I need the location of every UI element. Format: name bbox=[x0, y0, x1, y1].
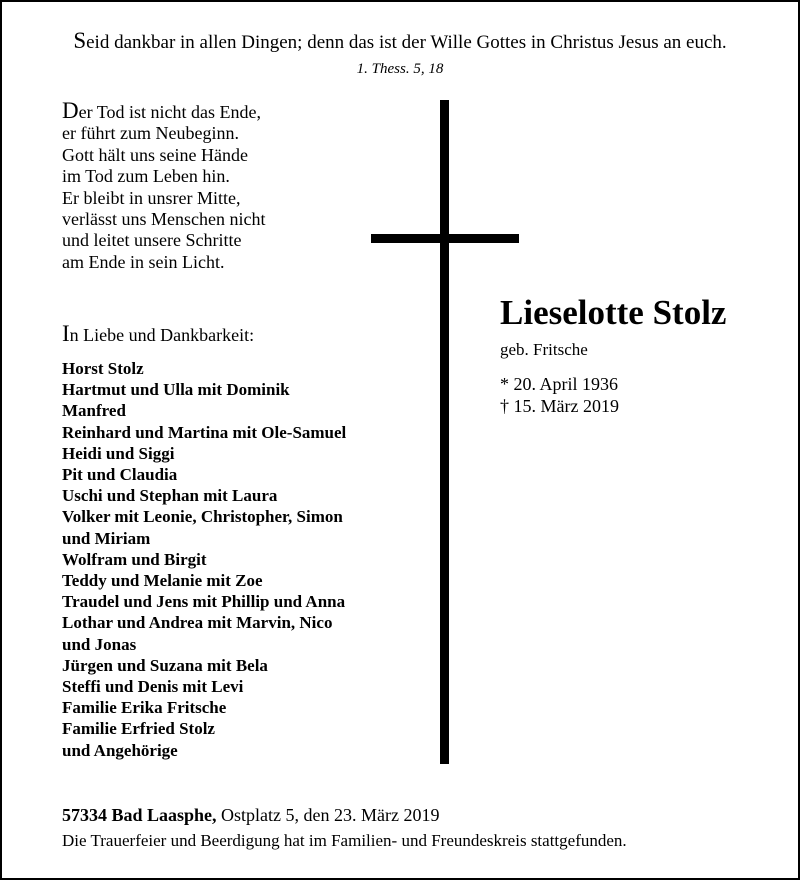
poem-line: Der Tod ist nicht das Ende, bbox=[62, 98, 261, 123]
address-line bbox=[62, 804, 440, 826]
poem-line: am Ende in sein Licht. bbox=[62, 251, 225, 272]
mourner-entry: Horst Stolz bbox=[62, 359, 144, 378]
life-dates bbox=[500, 373, 619, 417]
poem-line: und leitet unsere Schritte bbox=[62, 230, 242, 251]
mourner-entry: Teddy und Melanie mit Zoe bbox=[62, 571, 263, 591]
bible-verse-text: eid dankbar in allen Dingen; denn das ist der Wille Gottes in Christus Jesus an euch. bbox=[86, 32, 727, 53]
mourner-entry: und Miriam bbox=[62, 528, 151, 548]
mourner-entry: Heidi und Siggi bbox=[62, 443, 175, 463]
birth-name: geb. Fritsche bbox=[500, 340, 588, 359]
poem bbox=[62, 100, 265, 273]
mourner-entry: Familie Erfried Stolz bbox=[62, 719, 215, 739]
address-date: Ostplatz 5, den 23. März 2019 bbox=[216, 805, 440, 825]
mourner-entry: Lothar und Andrea mit Marvin, Nico bbox=[62, 613, 333, 633]
poem-line: im Tod zum Leben hin. bbox=[62, 166, 230, 187]
mourner-entry: Manfred bbox=[62, 401, 126, 421]
death-date: † 15. März 2019 bbox=[500, 396, 619, 416]
poem-line: Gott hält uns seine Hände bbox=[62, 144, 248, 165]
mourner-entry: Hartmut und Ulla mit Dominik bbox=[62, 380, 290, 400]
mourner-entry: Wolfram und Birgit bbox=[62, 549, 207, 569]
bible-verse bbox=[0, 28, 800, 56]
address-place: 57334 Bad Laasphe, bbox=[62, 805, 217, 825]
poem-initial: D bbox=[62, 98, 79, 123]
poem-line: verlässt uns Menschen nicht bbox=[62, 209, 266, 230]
funeral-notice: Die Trauerfeier und Beerdigung hat im Familien- und Freundeskreis stattgefunden. bbox=[62, 831, 627, 850]
mourner-entry: Familie Erika Fritsche bbox=[62, 698, 227, 718]
mourner-entry: Traudel und Jens mit Phillip und Anna bbox=[62, 592, 346, 612]
mourner-entry: Steffi und Denis mit Levi bbox=[62, 677, 244, 697]
deceased-name: Lieselotte Stolz bbox=[500, 293, 727, 332]
thanks-initial: I bbox=[62, 321, 70, 346]
poem-line: er führt zum Neubeginn. bbox=[62, 123, 239, 144]
mourner-entry: Pit und Claudia bbox=[62, 465, 178, 485]
mourner-entry: und Angehörige bbox=[62, 740, 178, 760]
cross-icon bbox=[440, 100, 449, 764]
birth-date: * 20. April 1936 bbox=[500, 374, 619, 394]
mourners-list bbox=[62, 358, 346, 761]
mourner-entry: Reinhard und Martina mit Ole-Samuel bbox=[62, 422, 347, 442]
cross-icon-bar bbox=[371, 234, 519, 243]
mourner-entry: Uschi und Stephan mit Laura bbox=[62, 486, 278, 506]
bible-reference: 1. Thess. 5, 18 bbox=[356, 61, 444, 77]
mourner-entry: Volker mit Leonie, Christopher, Simon bbox=[62, 507, 343, 527]
mourner-entry: Jürgen und Suzana mit Bela bbox=[62, 655, 268, 675]
mourner-entry: und Jonas bbox=[62, 634, 137, 654]
thanks-heading: In Liebe und Dankbarkeit: bbox=[62, 321, 255, 346]
poem-line: Er bleibt in unsrer Mitte, bbox=[62, 187, 241, 208]
bible-verse-initial: S bbox=[73, 28, 87, 53]
